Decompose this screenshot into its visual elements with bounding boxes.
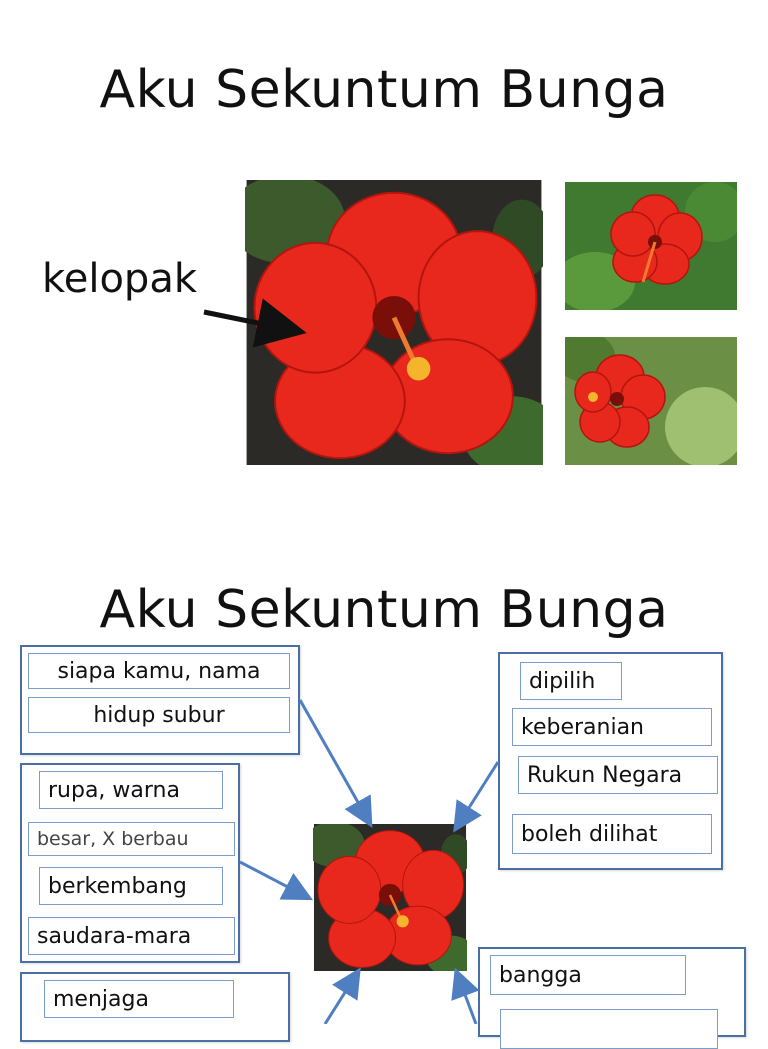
chip-saudara-mara: saudara-mara (28, 917, 235, 955)
group-top-right (498, 652, 723, 870)
group-top-left (20, 645, 300, 755)
chip-cut-off (500, 1009, 718, 1049)
group-bottom-left (20, 972, 290, 1042)
arrow-mid-left (240, 862, 305, 896)
hibiscus-main-photo (245, 180, 543, 465)
hibiscus-photo-bottom-right (565, 337, 737, 465)
chip-keberanian: keberanian (512, 708, 712, 746)
slide2-title: Aku Sekuntum Bunga (99, 580, 669, 640)
chip-rupa-warna: rupa, warna (39, 771, 223, 809)
hibiscus-center-photo (313, 824, 467, 971)
chip-berkembang: berkembang (39, 867, 223, 905)
slide1-title: Aku Sekuntum Bunga (99, 60, 669, 120)
chip-dipilih: dipilih (520, 662, 622, 700)
arrow-top-right (458, 762, 498, 825)
petal-callout-label: kelopak (42, 256, 197, 302)
chip-siapa-kamu: siapa kamu, nama (28, 653, 290, 689)
chip-hidup-subur: hidup subur (28, 697, 290, 733)
chip-rukun-negara: Rukun Negara (518, 756, 718, 794)
chip-bangga: bangga (490, 955, 686, 995)
arrow-bottom-right (458, 976, 476, 1024)
arrow-top-left (300, 700, 368, 820)
arrow-bottom-left (325, 975, 356, 1024)
group-mid-left (20, 763, 240, 963)
chip-menjaga: menjaga (44, 980, 234, 1018)
chip-besar-berbau: besar, X berbau (28, 822, 235, 856)
chip-boleh-dilihat: boleh dilihat (512, 814, 712, 854)
hibiscus-photo-top-right (565, 182, 737, 310)
